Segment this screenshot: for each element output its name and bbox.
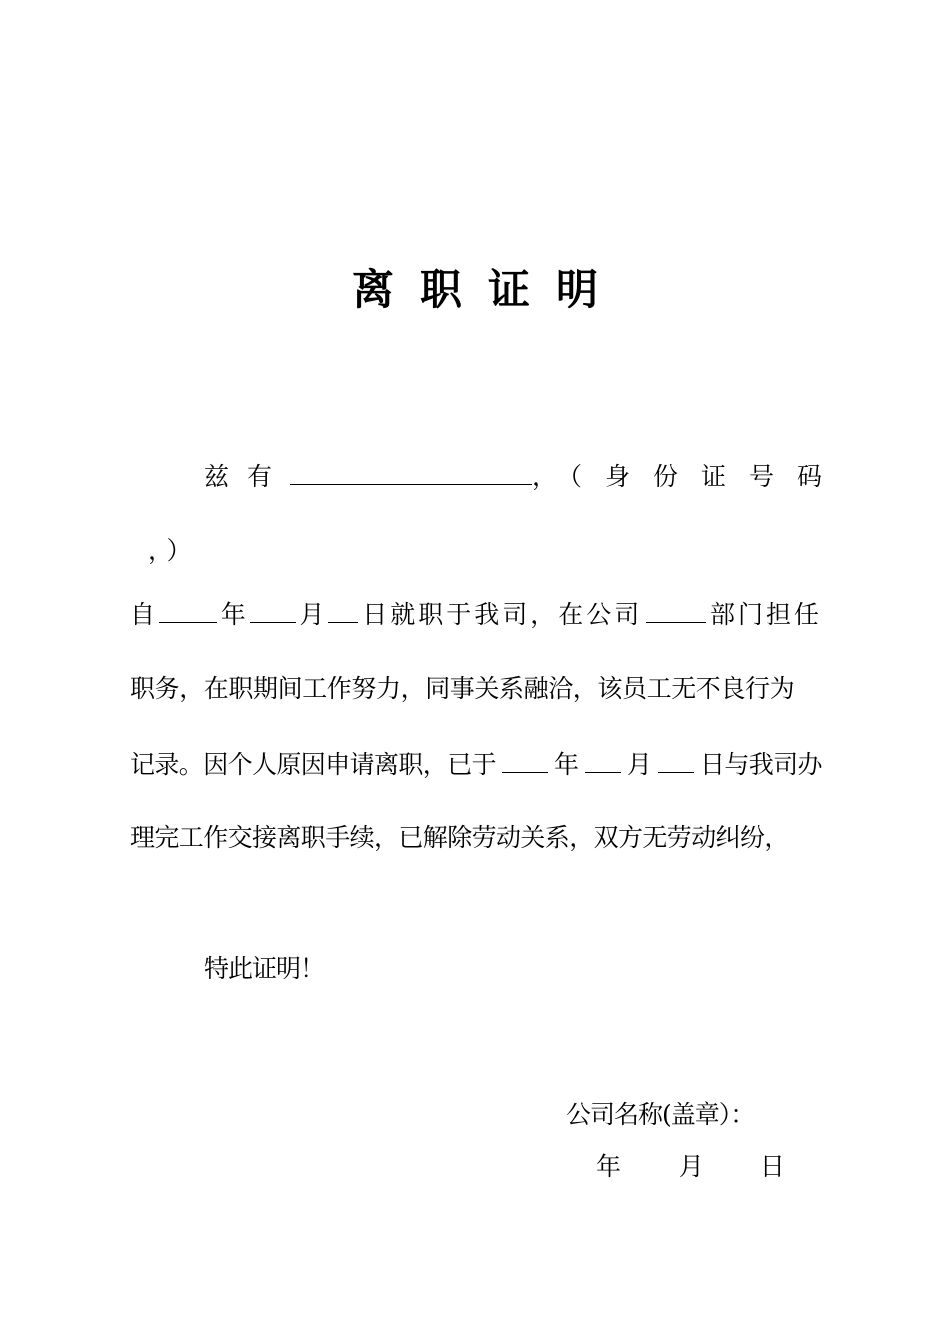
name-blank[interactable] [290,460,532,485]
handover-line: 理完工作交接离职手续，已解除劳动关系，双方无劳动纠纷， [130,823,789,852]
id-close: ，） [148,536,198,565]
intro-prefix: 兹有 [204,462,291,491]
sign-year-label: 年 [596,1152,622,1181]
intro-comma: ， [531,462,557,491]
department-blank[interactable] [646,598,706,623]
sign-day-label: 日 [759,1152,785,1181]
document-title: 离职证明 [351,265,624,314]
intro-line [130,460,845,493]
employment-line [130,598,822,631]
id-label: （身份证号码 [556,462,845,491]
start-day-blank[interactable] [328,598,358,623]
closing-text: 特此证明！ [204,954,325,983]
leave-text: 记录。因个人原因申请离职，已于 [130,750,497,779]
start-day-text: 日就职于我司，在公司 [362,600,643,629]
leave-month-label: 月 [626,750,652,779]
start-year-blank[interactable] [159,598,217,623]
company-seal-label: 公司名称(盖章）： [566,1100,755,1129]
start-year-label: 年 [220,600,246,629]
department-text: 部门担任 [709,600,822,629]
sign-month-label: 月 [678,1152,704,1181]
start-month-label: 月 [299,600,325,629]
leave-year-label: 年 [553,750,579,779]
from-text: 自 [130,600,156,629]
start-month-blank[interactable] [250,598,296,623]
leave-day-blank[interactable] [658,748,694,773]
leave-year-blank[interactable] [502,748,548,773]
leave-line [130,748,822,781]
leave-day-text: 日与我司办 [699,750,822,779]
leave-month-blank[interactable] [585,748,621,773]
signature-date [596,1151,785,1183]
position-line: 职务，在职期间工作努力，同事关系融洽，该员工无不良行为 [130,674,795,703]
